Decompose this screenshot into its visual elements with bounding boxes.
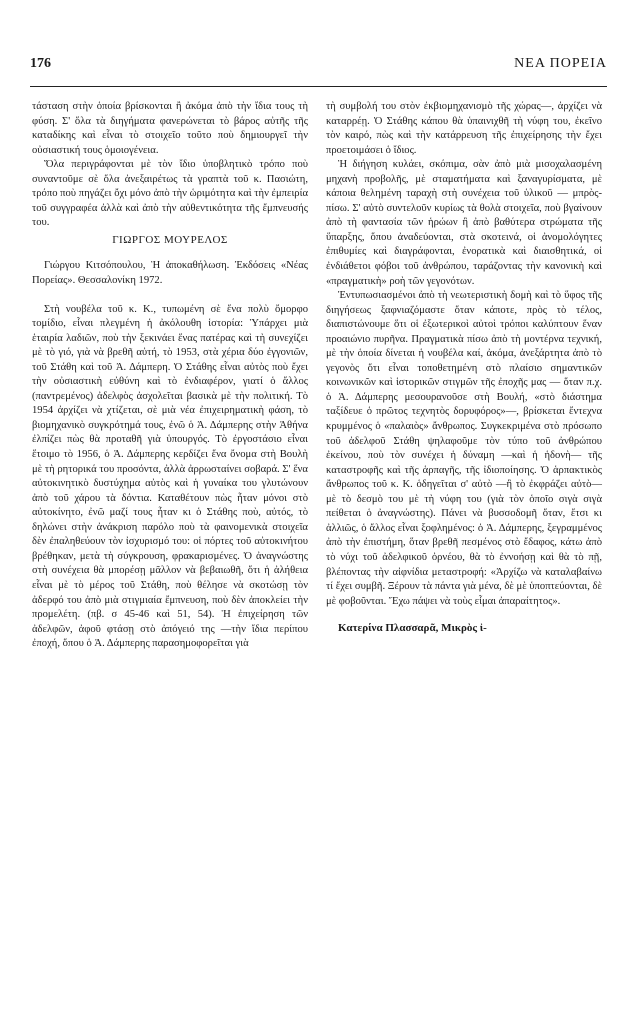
header-rule: [30, 86, 607, 87]
book-citation: Γιώργου Κιτσόπουλου, Ἡ ἀποκαθήλωση. Ἐκδόσεις «Νέας Πορείας». Θεσσαλονίκη 1972.: [32, 260, 308, 287]
page-header: [30, 56, 607, 82]
paragraph: Ἡ διήγηση κυλάει, σκόπιμα, σὰν ἀπὸ μιὰ μισοχαλασμένη μηχανὴ προβολῆς, μὲ σταματήματα καὶ ξαναγυρίσματα, μὲ κάποια θεληµένη ταραχὴ στὴ συνέχεια τοῦ ὑλικοῦ — μπρὸς-πίσω. Σ' αὐτὸ συντελοῦν κυρίως τὰ θολὰ στοιχεῖα, ποὺ βγαίνουν ἀπὸ τὴ φαντασία τῶν ἡρώων ἢ ἀπὸ βαθύτερα στρώματα τῆς ὕπαρξης, ὅπου ἀναδεύονται, στὰ σκοτεινά, οἱ ἀνομολόγητες ἐπιθυμίες καὶ διαγράφονται, ἐνορατικὰ καὶ διαισθητικά, οἱ ἐνδιάθετοι φόβοι τοῦ ἀνθρώπου, ταράζοντας τὴν κανονικὴ καὶ «πραγματικὴ» ροὴ τῶν γεγονότων.: [326, 159, 602, 287]
paragraph: τὴ συμβολή του στὸν ἐκβιομηχανισμὸ τῆς χώρας—, ἀρχίζει νὰ καταρρέῃ. Ὁ Στάθης κάπου θὰ ὑπαινιχθῆ τὴ νύφη του, ἐκεῖνο τὸν καιρό, πὼς καὶ τὴν κατάρρευση τῆς ἐπιχείρησης τὴν ἔχει προετοιμάσει ὁ ἴδιος.: [326, 101, 602, 156]
paragraph: τάσταση στὴν ὁποία βρίσκονται ἢ ἀκόμα ἀπὸ τὴν ἴδια τους τὴ φύση. Σ' ὅλα τὰ διηγήματα φανερώνεται τὸ βάρος αὐτῆς τῆς καταδίκης καὶ εἶναι τὸ στοιχεῖο τοῦτο ποὺ δημιουργεῖ τὴν οὐσιαστική τους ὁμοιογένεια.: [32, 101, 308, 156]
right-column: [326, 100, 602, 636]
paragraph: Στὴ νουβέλα τοῦ κ. Κ., τυπωμένη σὲ ἕνα πολὺ ὄμορφο τομίδιο, εἶναι πλεγμένη ἡ ἀκόλουθη ἱστορία: Ὑπάρχει μιὰ ἑταιρία λαδιῶν, ποὺ τὴν ξεκινάει ἕνας πατέρας καὶ τὴ συνεχίζει μὲ τὸ γιό, γιὰ νὰ βρεθῆ αὐτή, τὸ 1953, στὰ χέρια δύο ἐγγονιῶν, τοῦ Στάθη καὶ τοῦ Ἀ. Δάμπερη. Ὁ Στάθης εἶναι αὐτὸς ποὺ ἔχει τὴν οὐσιαστικὴ εὐθύνη καὶ τὸ ἐνδιαφέρον, γιατί ὁ ἄλλος (παντρεμένος) ἀδελφὸς ἀσχολεῖται βασικὰ μὲ τὴν πολιτική. Τὸ 1954 ἀρχίζει νὰ χτίζεται, σὲ μιὰ νέα ἐπιχειρηματικὴ φάση, τὸ βιομηχανικὸ συγκρότημά τους, ἐνῶ ὁ Ἀ. Δάμπερης στὴν Ἀθήνα ἐλπίζει πὼς θὰ προταθῆ γιὰ ὑπουργός. Τὸ ἐργοστάσιο εἶναι ἕτοιμο τὸ 1956, ὁ Ἀ. Δάμπερης κερδίζει ἕνα ὄνομα στὴ Βουλὴ μὲ τὴ ρητορικά του προσόντα, ἀλλὰ ἀρρωσταίνει σοβαρά. Σ' ἕνα αὐτοκινητικὸ δυστύχημα αὐτὸς καὶ ἡ γυναίκα του γλυτώνουν ἀπὸ τοῦ χάρου τὰ δόντια. Καταθέτουν πὼς ἦταν μόνοι στὸ αὐτοκίνητο, ἐνῶ μαζί τους ἦταν κι ὁ Στάθης ποὺ, αὐτός, τὸ δηλώνει στὴν ἀνάκριση παρόλο ποὺ τὰ φαινομενικὰ στοιχεῖα δὲν ἐπαληθεύουν τὸν ἰσχυρισμό του: οἱ πόρτες τοῦ αὐτοκινήτου βρέθηκαν, μετὰ τὴ σύγκρουση, φρακαρισμένες. Ὁ ἀναγνώστης στὴ συνέχεια θὰ μπορέσῃ μᾶλλον νὰ βεβαιωθῆ, ὅτι ἡ ἀλήθεια εἶναι μὲ τὸ μέρος τοῦ Στάθη, ποὺ θέλησε νὰ σκοτώσῃ τὸν ἀδερφό του ἀπὸ μιὰ στιγμιαία ἔμπνευση, ποὺ δὲν ἀποκλείει τὴν προμελέτη. (πβ. σ 45-46 καὶ 51, 54). Ἡ ἐπιχείρηση τῶν ἀδελφῶν, ἀφοῦ φτάσῃ στὸ ἀπόγειό της —τὴν ἴδια περίπου ἐποχή, ὅπου ὁ Ἀ. Δάμπερης παρασημοφορεῖται γιὰ: [32, 303, 308, 650]
paragraph: Ἐντυπωσιασμένοι ἀπὸ τὴ νεωτεριστικὴ δομὴ καὶ τὸ ὕφος τῆς διηγήσεως ξαφνιαζόμαστε ὅταν κάποτε, πρὸς τὸ τέλος, διαπιστώνουμε ὅτι οἱ ἐξωτερικοὶ αὐτοὶ τρόποι καλύπτουν ἕναν προαιώνιο πυρῆνα. Πραγματικὰ πίσω ἀπὸ τὴ μοντέρνα τεχνική, μὲ τὴν ὁποία δίνεται ἡ νουβέλα καί, ἀκόμα, ἀνεξάρτητα ἀπὸ τὸ γεγονὸς ὅτι εἶναι τοποθετημένη στὸ πλαίσιο σημαντικῶν κοινωνικῶν καὶ ἱστορικῶν στιγμῶν τῆς ἐποχῆς μας — ὅταν π.χ. ὁ Ἀ. Δάμπερης μεσουρανοῦσε στὴ Βουλή, «στὸ διάστημα ταξίδευε ὁ πρῶτος τεχνητὸς δορυφόρος»—, βρίσκεται ἔντεχνα κρυμμένος ὁ «παλαιὸς» ἄνθρωπος. Συγκεκριμένα στὸ πρόσωπο τοῦ ἀδελφοῦ Στάθη ψηλαφοῦμε τὸν τύπο τοῦ ἀνθρώπου ἐκείνου, ποὺ τὸν συνέχει ἡ δύναμη —καὶ ἡ ἡδονὴ— τῆς καταστροφῆς καὶ τῆς ἁρπαγῆς, τῆς ἰδιοποίησης. Ὁ ἁρπακτικὸς ἄνθρωπος τοῦ κ. Κ. ὁδηγεῖται σ' αὐτὸ —ἢ τὸ ἐκφράζει αὐτὸ— μὲ τὸ δεσμὸ του μὲ τὴ νύφη του (γιὰ τὸν ὁποῖο σιγὰ σιγὰ πείθεται ὁ ἀναγνώστης). Πάνει νὰ βυσσοδομῆ ὅταν, ἔτσι κι ἀλλιῶς, ὁ ἄλλος εἶναι ξοφλημένος: ὁ Ἀ. Δάμπερης, ξεγραμμένος ἀπὸ τὴν ἐπιστήμη, ὅταν βρεθῆ πεσμένος στὸ ἔδαφος, κάτω ἀπὸ τὸ νύχι τοῦ ἀδελφικοῦ ὀρνέου, θὰ τὸ ἐννοήσῃ καὶ θὰ τὸ πῇ, βλέποντας τὴν αἰφνίδια μεταστροφή: «Ἀρχίζω νὰ καταλαβαίνω τί ἔχει συμβῆ. Ξέρουν τὰ πάντα γιὰ μένα, δὲ μὲ ὑποπτεύονται, δὲ μὲ φοβοῦνται. Ἔχω πάψει νὰ τοὺς εἶμαι ἀπαραίτητος».: [326, 290, 602, 607]
left-column: [32, 100, 308, 652]
review-author: ΓΙΩΡΓΟΣ ΜΟΥΡΕΛΟΣ: [112, 233, 228, 246]
page-number: 176: [30, 56, 51, 71]
journal-title: ΝΕΑ ΠΟΡΕΙΑ: [514, 56, 607, 71]
next-review-heading: Κατερίνα Πλασσαρᾶ, Μικρὸς ἰ-: [338, 622, 487, 635]
spacer: [32, 289, 308, 303]
paragraph: Ὅλα περιγράφονται μὲ τὸν ἴδιο ὑποβλητικὸ τρόπο ποὺ συναντοῦμε σὲ ὅλα ἀνεξαιρέτως τὰ γραπτὰ τοῦ κ. Πασιώτη, τρόπο ποὺ πηγάζει ὄχι μόνο ἀπὸ τὴν ὡριμότητα καὶ τὴν ἐμπειρία τοῦ συγγραφέα ἀλλὰ καὶ ἀπὸ τὴν αὐθεντικότητα τῆς ἔμπνευσής του.: [32, 159, 308, 229]
